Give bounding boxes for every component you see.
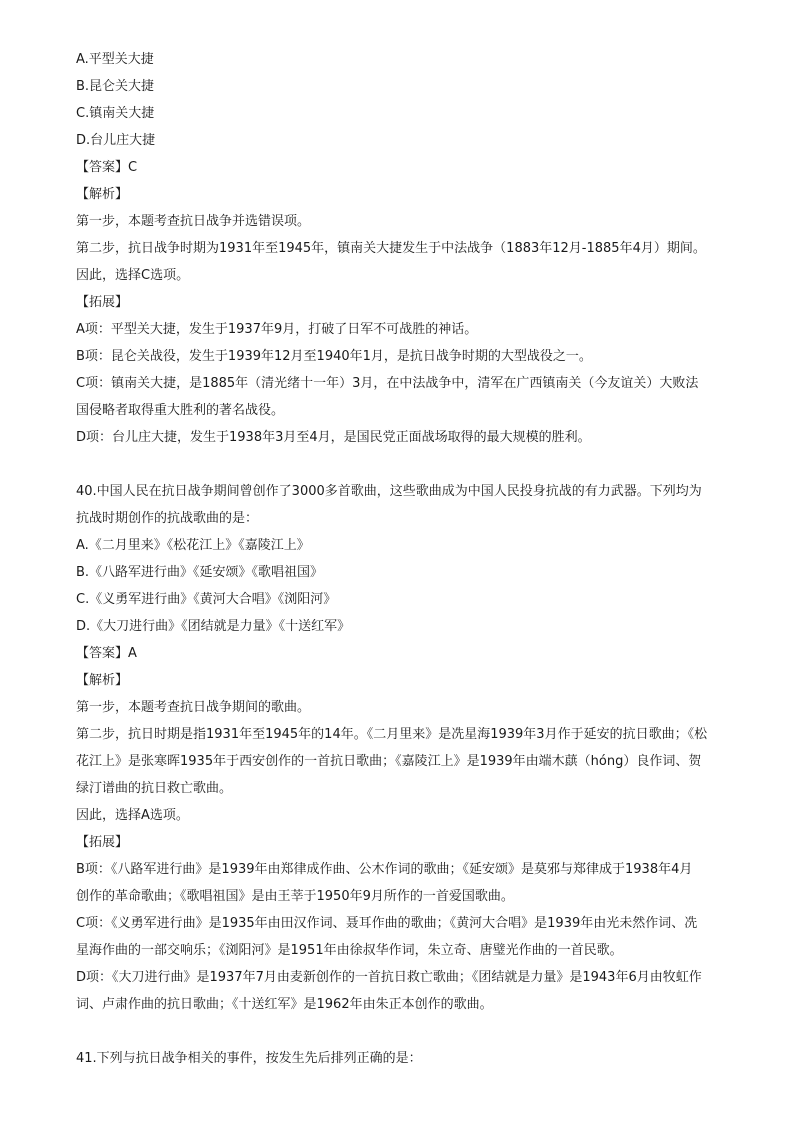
extension-line: D项：《大刀进行曲》是1937年7月由麦新创作的一首抗日救亡歌曲；《团结就是力量》是1943年6月由牧虹作 [76, 970, 702, 985]
option-b: B.《八路军进行曲》《延安颂》《歌唱祖国》 [76, 565, 324, 580]
extension-line: 国侵略者取得重大胜利的著名战役。 [76, 403, 285, 418]
question-stem: 抗战时期创作的抗战歌曲的是： [76, 511, 259, 526]
extension-line: C项：镇南关大捷，是1885年（清光绪十一年）3月，在中法战争中，清军在广西镇南关（今友谊关）大败法 [76, 376, 699, 391]
analysis-conclusion: 因此，选择A选项。 [76, 808, 189, 823]
extension-line: A项：平型关大捷，发生于1937年9月，打破了日军不可战胜的神话。 [76, 322, 478, 337]
question-stem: 41.下列与抗日战争相关的事件，按发生先后排列正确的是： [76, 1051, 422, 1066]
option-b: B.昆仑关大捷 [76, 79, 155, 94]
analysis-step-2: 第二步，抗日战争时期为1931年至1945年，镇南关大捷发生于中法战争（1883年12月-1885年4月）期间。 [76, 241, 706, 256]
extension-line: 词、卢肃作曲的抗日歌曲；《十送红军》是1962年由朱正本创作的歌曲。 [76, 997, 493, 1012]
analysis-label: 【解析】 [76, 673, 129, 688]
analysis-step-1: 第一步，本题考查抗日战争并选错误项。 [76, 214, 311, 229]
analysis-step-2: 花江上》是张寒晖1935年于西安创作的一首抗日歌曲；《嘉陵江上》是1939年由端木蕻（hóng）良作词、贺 [76, 754, 702, 769]
analysis-conclusion: 因此，选择C选项。 [76, 268, 190, 283]
extension-line: 星海作曲的一部交响乐；《浏阳河》是1951年由徐叔华作词，朱立奇、唐璧光作曲的一首民歌。 [76, 943, 623, 958]
extension-line: B项：昆仑关战役，发生于1939年12月至1940年1月，是抗日战争时期的大型战役之一。 [76, 349, 592, 364]
section-gap [76, 1018, 732, 1045]
question-stem: 40.中国人民在抗日战争期间曾创作了3000多首歌曲，这些歌曲成为中国人民投身抗战的有力武器。下列均为 [76, 484, 702, 499]
option-d: D.《大刀进行曲》《团结就是力量》《十送红军》 [76, 619, 351, 634]
extension-label: 【拓展】 [76, 835, 129, 850]
question-40 [76, 478, 732, 1018]
document-body [76, 46, 732, 1072]
extension-label: 【拓展】 [76, 295, 129, 310]
analysis-step-2: 第二步，抗日时期是指1931年至1945年的14年。《二月里来》是冼星海1939年3月作于延安的抗日歌曲；《松 [76, 727, 708, 742]
analysis-step-2: 绿汀谱曲的抗日救亡歌曲。 [76, 781, 233, 796]
option-c: C.《义勇军进行曲》《黄河大合唱》《浏阳河》 [76, 592, 337, 607]
option-c: C.镇南关大捷 [76, 106, 155, 121]
answer-label: 【答案】C [76, 160, 138, 175]
option-a: A.平型关大捷 [76, 52, 154, 67]
analysis-step-1: 第一步，本题考查抗日战争期间的歌曲。 [76, 700, 311, 715]
option-a: A.《二月里来》《松花江上》《嘉陵江上》 [76, 538, 310, 553]
section-gap [76, 451, 732, 478]
answer-label: 【答案】A [76, 646, 137, 661]
extension-line: D项：台儿庄大捷，发生于1938年3月至4月，是国民党正面战场取得的最大规模的胜利。 [76, 430, 591, 445]
extension-line: C项：《义勇军进行曲》是1935年由田汉作词、聂耳作曲的歌曲；《黄河大合唱》是1939年由光未然作词、冼 [76, 916, 698, 931]
extension-line: 创作的革命歌曲；《歌唱祖国》是由王莘于1950年9月所作的一首爱国歌曲。 [76, 889, 514, 904]
option-d: D.台儿庄大捷 [76, 133, 156, 148]
question-41 [76, 1045, 732, 1072]
question-39 [76, 46, 732, 451]
analysis-label: 【解析】 [76, 187, 129, 202]
extension-line: B项：《八路军进行曲》是1939年由郑律成作曲、公木作词的歌曲；《延安颂》是莫邪与郑律成于1938年4月 [76, 862, 693, 877]
